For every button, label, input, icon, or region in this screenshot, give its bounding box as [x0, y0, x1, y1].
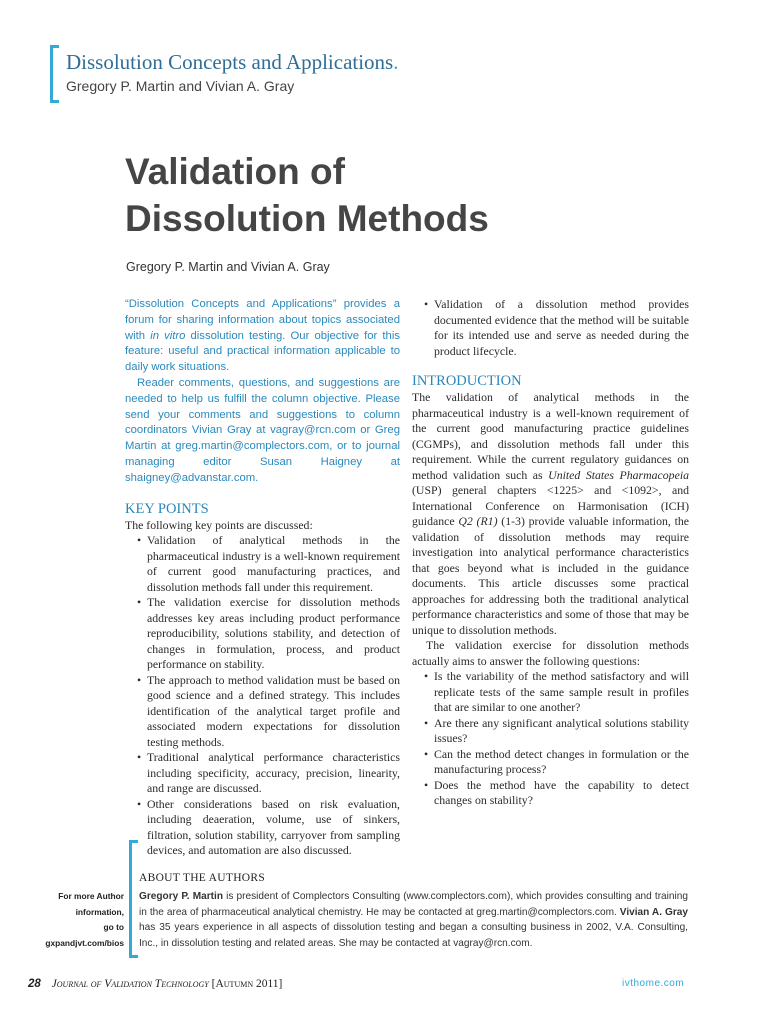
key-point-item: • The approach to method validation must be based on good science and a defined strategy. This includes identification of the analytical target profile and associated modern expectations for dissolution testing methods. [137, 673, 400, 751]
journal-issue: [Autumn 2011] [211, 978, 283, 990]
left-column [125, 297, 400, 859]
article-title-line-1: Validation of [125, 151, 345, 192]
intro-blurb-paragraph-1: “Dissolution Concepts and Applications” provides a forum for sharing information about topics associated with in vitro dissolution testing. Our objective for this feature: useful and practical information applicable to daily work situations. [125, 298, 400, 374]
key-points-list [137, 533, 400, 859]
side-note-line: For more Author [58, 891, 124, 901]
footer-journal [28, 978, 282, 990]
author-info-side-note [40, 889, 124, 951]
journal-name: Journal of Validation Technology [51, 978, 209, 990]
page-number: 28 [28, 978, 41, 990]
series-authors: Gregory P. Martin and Vivian A. Gray [66, 78, 295, 94]
introduction-paragraph-1: The validation of analytical methods in the pharmaceutical industry is a well-known requirement of the current good manufacturing practice guidelines (CGMPs), and dissolution methods fall under this requirement. While the current regulatory guidances on method validation such as United States Pharmacopeia (USP) general chapters <1225> and <1092>, and International Conference on Harmonisation (ICH) guidance Q2 (R1) (1-3) provide valuable information, the validation of dissolution methods may require investigation into analytical performance characteristics that goes beyond what is included in the guidance documents. This article discusses some practical approaches for addressing both the traditional analytical performance characteristics and some of those that may be unique to dissolution methods. [412, 390, 689, 637]
article-title [125, 148, 545, 242]
question-item: • Is the variability of the method satisfactory and will replicate tests of the same sample result in profiles that are similar to one another? [424, 669, 689, 716]
about-authors-heading: ABOUT THE AUTHORS [139, 872, 266, 884]
about-authors-text: Gregory P. Martin is president of Complectors Consulting (www.complectors.com), which provides consulting and training in the area of pharmaceutical analytical chemistry. He may be contacted at greg.martin@complectors.com. Vivian A. Gray has 35 years experience in all aspects of dissolution testing and began a consulting business in 2002, V.A. Consulting, Inc., in dissolution testing and related areas. She may be contacted at vagray@rcn.com. [139, 891, 688, 949]
question-item: • Are there any significant analytical solutions stability issues? [424, 716, 689, 747]
key-points-lead: The following key points are discussed: [125, 517, 313, 532]
introduction-paragraph-2: The validation exercise for dissolution methods actually aims to answer the following questions: [412, 638, 689, 668]
side-note-line: information, [75, 906, 124, 917]
key-points-heading: KEY POINTS [125, 500, 209, 517]
introduction-heading: INTRODUCTION [412, 373, 522, 389]
about-bracket [129, 840, 138, 958]
header-bracket [50, 45, 59, 103]
key-point-item: • Validation of a dissolution method provides documented evidence that the method will be suitable for its intended use and serve as needed during the product lifecycle. [424, 297, 689, 359]
key-point-item: • Traditional analytical performance characteristics including specificity, accuracy, precision, linearity, and range are discussed. [137, 750, 400, 797]
right-column [412, 297, 689, 809]
author-bios-link[interactable]: gxpandjvt.com/bios [45, 937, 124, 948]
side-note-line: go to [103, 922, 124, 932]
article-title-line-2: Dissolution Methods [125, 198, 489, 239]
article-byline: Gregory P. Martin and Vivian A. Gray [126, 260, 330, 274]
question-item: • Can the method detect changes in formulation or the manufacturing process? [424, 747, 689, 778]
key-point-item: • The validation exercise for dissolution methods addresses key areas including product performance reproducibility, solutions stability, and detection of changes in formulation, process, and product performance on stability. [137, 595, 400, 673]
key-point-item: • Validation of analytical methods in the pharmaceutical industry is a well-known requirement of current good manufacturing practices, and dissolution methods fall under this requirement. [137, 533, 400, 595]
intro-blurb-paragraph-2: Reader comments, questions, and suggestions are needed to help us fulfill the column objective. Please send your comments and suggestions to column coordinators Vivian Gray at vagray@rcn.com or Greg Martin at greg.martin@complectors.com, or to journal managing editor Susan Haigney at shaigney@advanstar.com. [125, 376, 400, 484]
key-point-item: • Other considerations based on risk evaluation, including deaeration, volume, use of sinkers, filtration, solution stability, carryover from sampling devices, and automation are also discussed. [137, 797, 400, 859]
series-title: Dissolution Concepts and Applications. [66, 50, 399, 74]
question-item: • Does the method have the capability to detect changes on stability? [424, 778, 689, 809]
key-points-list-continued [424, 297, 689, 359]
questions-list [424, 669, 689, 809]
footer-site-link[interactable]: ivthome.com [622, 978, 685, 989]
